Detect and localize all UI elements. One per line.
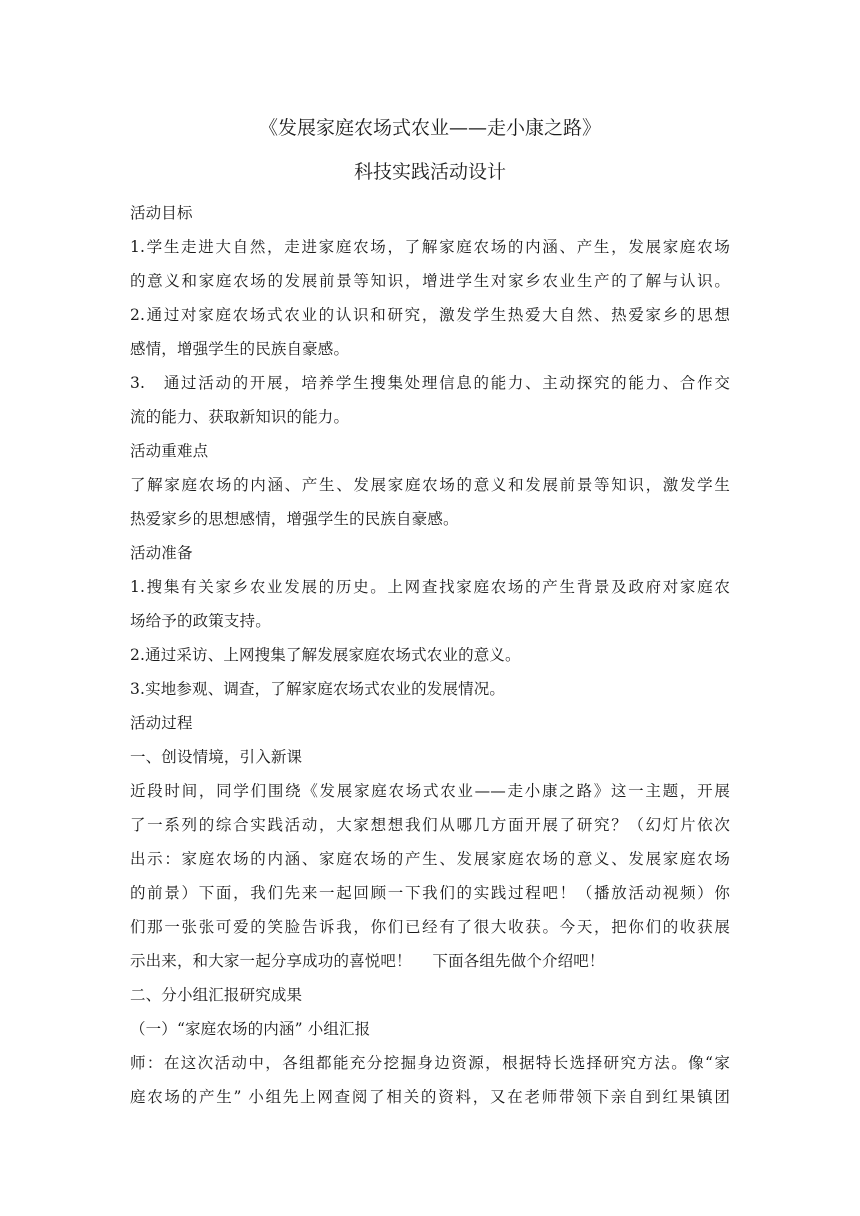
paragraph-line: 的前景）下面，我们先来一起回顾一下我们的实践过程吧！（播放活动视频）你 <box>130 884 730 902</box>
paragraph-line: 3. 通过活动的开展，培养学生搜集处理信息的能力、主动探究的能力、合作交 <box>130 374 730 392</box>
document-body <box>130 196 730 1114</box>
subsection-heading: （一）“家庭农场的内涵” 小组汇报 <box>130 1020 371 1038</box>
paragraph-line: 2.通过对家庭农场式农业的认识和研究，激发学生热爱大自然、热爱家乡的思想 <box>130 306 730 324</box>
paragraph-line: 了解家庭农场的内涵、产生、发展家庭农场的意义和发展前景等知识，激发学生 <box>130 476 730 494</box>
paragraph-line: 示出来，和大家一起分享成功的喜悦吧！ 下面各组先做个介绍吧！ <box>130 952 605 970</box>
paragraph-line: 3.实地参观、调查，了解家庭农场式农业的发展情况。 <box>130 680 506 698</box>
paragraph-line: 了一系列的综合实践活动，大家想想我们从哪几方面开展了研究？（幻灯片依次 <box>130 816 730 834</box>
paragraph-line: 近段时间，同学们围绕《发展家庭农场式农业——走小康之路》这一主题，开展 <box>130 782 730 800</box>
heading-preparation: 活动准备 <box>130 544 193 562</box>
heading-key-difficulties: 活动重难点 <box>130 442 209 460</box>
heading-process: 活动过程 <box>130 714 193 732</box>
paragraph-line: 2.通过采访、上网搜集了解发展家庭农场式农业的意义。 <box>130 646 521 664</box>
paragraph-line: 感情，增强学生的民族自豪感。 <box>130 340 350 358</box>
paragraph-line: 庭农场的产生” 小组先上网查阅了相关的资料，又在老师带领下亲自到红果镇团 <box>130 1088 730 1106</box>
document-subtitle: 科技实践活动设计 <box>353 161 506 183</box>
paragraph-line: 1.学生走进大自然，走进家庭农场，了解家庭农场的内涵、产生，发展家庭农场 <box>130 238 730 256</box>
paragraph-line: 流的能力、获取新知识的能力。 <box>130 408 350 426</box>
paragraph-line: 师：在这次活动中，各组都能充分挖掘身边资源，根据特长选择研究方法。像“家 <box>130 1054 730 1072</box>
paragraph-line: 的意义和家庭农场的发展前景等知识，增进学生对家乡农业生产的了解与认识。 <box>130 272 730 290</box>
section-heading: 一、创设情境，引入新课 <box>130 748 303 766</box>
paragraph-line: 场给予的政策支持。 <box>130 612 271 630</box>
paragraph-line: 出示：家庭农场的内涵、家庭农场的产生、发展家庭农场的意义、发展家庭农场 <box>130 850 730 868</box>
paragraph-line: 们那一张张可爱的笑脸告诉我，你们已经有了很大收获。今天，把你们的收获展 <box>130 918 730 936</box>
section-heading: 二、分小组汇报研究成果 <box>130 986 303 1004</box>
document-title: 《发展家庭农场式农业——走小康之路》 <box>258 117 601 139</box>
paragraph-line: 1.搜集有关家乡农业发展的历史。上网查找家庭农场的产生背景及政府对家庭农 <box>130 578 730 596</box>
paragraph-line: 热爱家乡的思想感情，增强学生的民族自豪感。 <box>130 510 459 528</box>
heading-goals: 活动目标 <box>130 204 193 222</box>
